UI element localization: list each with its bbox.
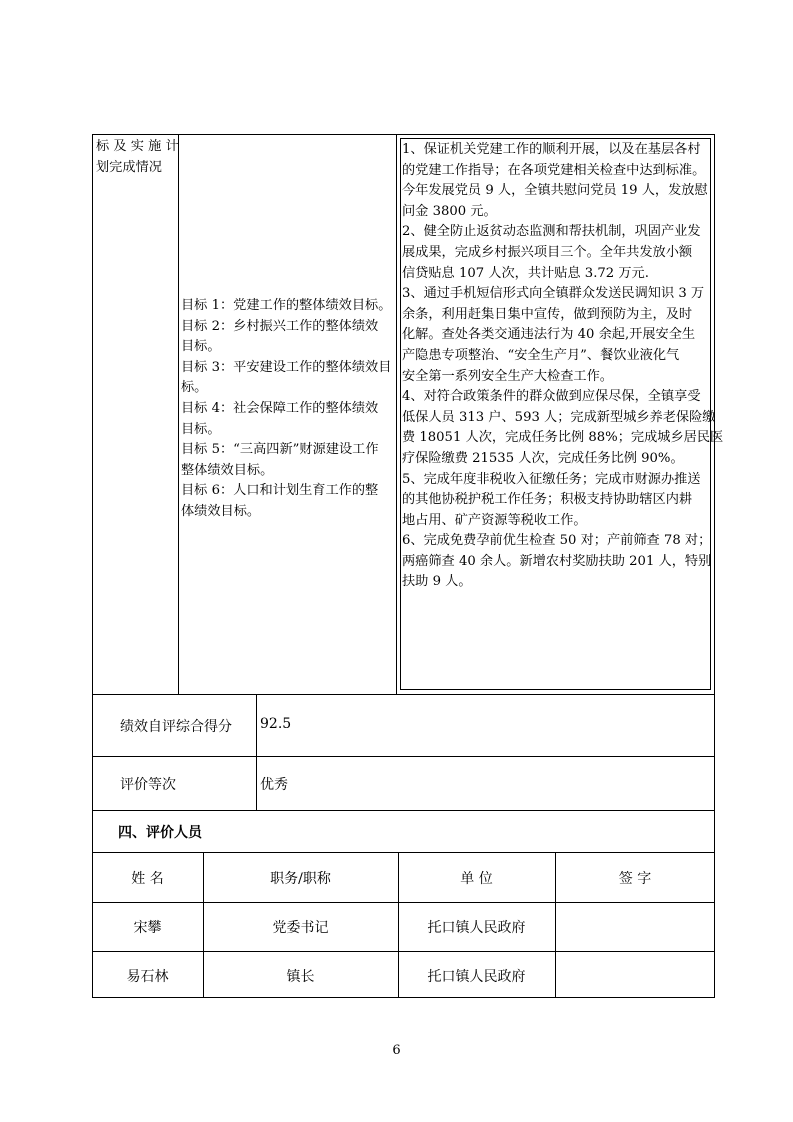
goal-line: 目标 4：社会保障工作的整体绩效: [181, 400, 379, 416]
completion-line: 疗保险缴费 21535 人次，完成任务比例 90%。: [402, 450, 684, 466]
completion-line: 产隐患专项整治、“安全生产月”、餐饮业液化气: [402, 347, 680, 363]
page-number: 6: [392, 1043, 401, 1058]
completion-line: 扶助 9 人。: [402, 574, 472, 590]
score-value: 92.5: [260, 716, 292, 732]
completion-line: 2、健全防止返贫动态监测和帮扶机制，巩固产业发: [402, 224, 701, 240]
goal-line: 目标 2：乡村振兴工作的整体绩效: [181, 318, 379, 334]
completion-line: 信贷贴息 107 人次，共计贴息 3.72 万元.: [402, 265, 649, 281]
goal-line: 目标 3：平安建设工作的整体绩效目: [181, 359, 392, 375]
divider: [178, 134, 179, 694]
completion-line: 安全第一系列安全生产大检查工作。: [402, 368, 613, 384]
goal-line: 目标 1：党建工作的整体绩效目标。: [181, 298, 392, 313]
goal-line: 整体绩效目标。: [181, 462, 274, 478]
completion-line: 6、完成免费孕前优生检查 50 对；产前筛查 78 对；: [402, 533, 712, 549]
goal-line: 目标。: [181, 421, 221, 437]
completion-line: 地占用、矿产资源等税收工作。: [402, 512, 587, 528]
divider: [92, 852, 715, 853]
header-signature: 签 字: [618, 871, 652, 887]
divider: [92, 694, 715, 695]
goal-line: 目标 5：“三高四新”财源建设工作: [181, 442, 379, 458]
completion-line: 余条，利用赶集日集中宣传，做到预防为主，及时: [402, 306, 693, 322]
section-title: 四、评价人员: [118, 825, 202, 841]
divider: [92, 951, 715, 952]
completion-line: 5、完成年度非税收入征缴任务；完成市财源办推送: [402, 471, 701, 487]
completion-line: 的其他协税护税工作任务；积极支持协助辖区内耕: [402, 492, 693, 508]
reviewer-unit: 托口镇人民政府: [427, 920, 526, 936]
completion-line: 化解。查处各类交通违法行为 40 余起,开展安全生: [402, 327, 696, 343]
reviewer-name: 宋攀: [133, 920, 162, 936]
reviewer-name: 易石林: [126, 969, 169, 985]
completion-line: 展成果，完成乡村振兴项目三个。全年共发放小额: [402, 244, 693, 260]
completion-line: 费 18051 人次，完成任务比例 88%；完成城乡居民医: [402, 430, 724, 446]
completion-line: 3、通过手机短信形式向全镇群众发送民调知识 3 万: [402, 286, 705, 302]
completion-line: 的党建工作指导；在各项党建相关检查中达到标准。: [402, 162, 706, 178]
divider: [92, 902, 715, 903]
completion-line: 问金 3800 元。: [402, 203, 497, 219]
row-label-line: 划完成情况: [96, 159, 162, 175]
goal-line: 体绩效目标。: [181, 503, 261, 519]
divider: [256, 694, 257, 810]
completion-line: 两癌筛查 40 余人。新增农村奖励扶助 201 人，特别: [402, 553, 712, 569]
goals-list: [181, 296, 394, 523]
reviewer-title: 镇长: [286, 969, 315, 985]
completion-text: [402, 140, 724, 593]
reviewer-unit: 托口镇人民政府: [427, 969, 526, 985]
divider: [92, 810, 715, 811]
row-label-line: 标 及 实 施 计: [96, 139, 179, 154]
completion-line: 1、保证机关党建工作的顺利开展，以及在基层各村: [402, 142, 701, 157]
grade-value: 优秀: [260, 777, 288, 793]
score-label: 绩效自评综合得分: [120, 719, 232, 735]
goal-line: 目标。: [181, 339, 221, 355]
completion-line: 今年发展党员 9 人，全镇共慰问党员 19 人，发放慰: [402, 183, 708, 199]
completion-line: 低保人员 313 户、593 人；完成新型城乡养老保险缴: [402, 409, 716, 425]
header-unit: 单 位: [460, 871, 493, 887]
header-title: 职务/职称: [270, 871, 331, 887]
divider: [92, 756, 715, 757]
goal-line: 标。: [181, 380, 208, 396]
divider: [396, 134, 397, 694]
goal-line: 目标 6：人口和计划生育工作的整: [181, 483, 379, 499]
grade-label: 评价等次: [120, 777, 176, 793]
completion-line: 4、对符合政策条件的群众做到应保尽保，全镇享受: [402, 389, 701, 405]
reviewer-title: 党委书记: [272, 920, 329, 936]
row-label: [96, 137, 179, 178]
header-name: 姓 名: [131, 871, 164, 887]
